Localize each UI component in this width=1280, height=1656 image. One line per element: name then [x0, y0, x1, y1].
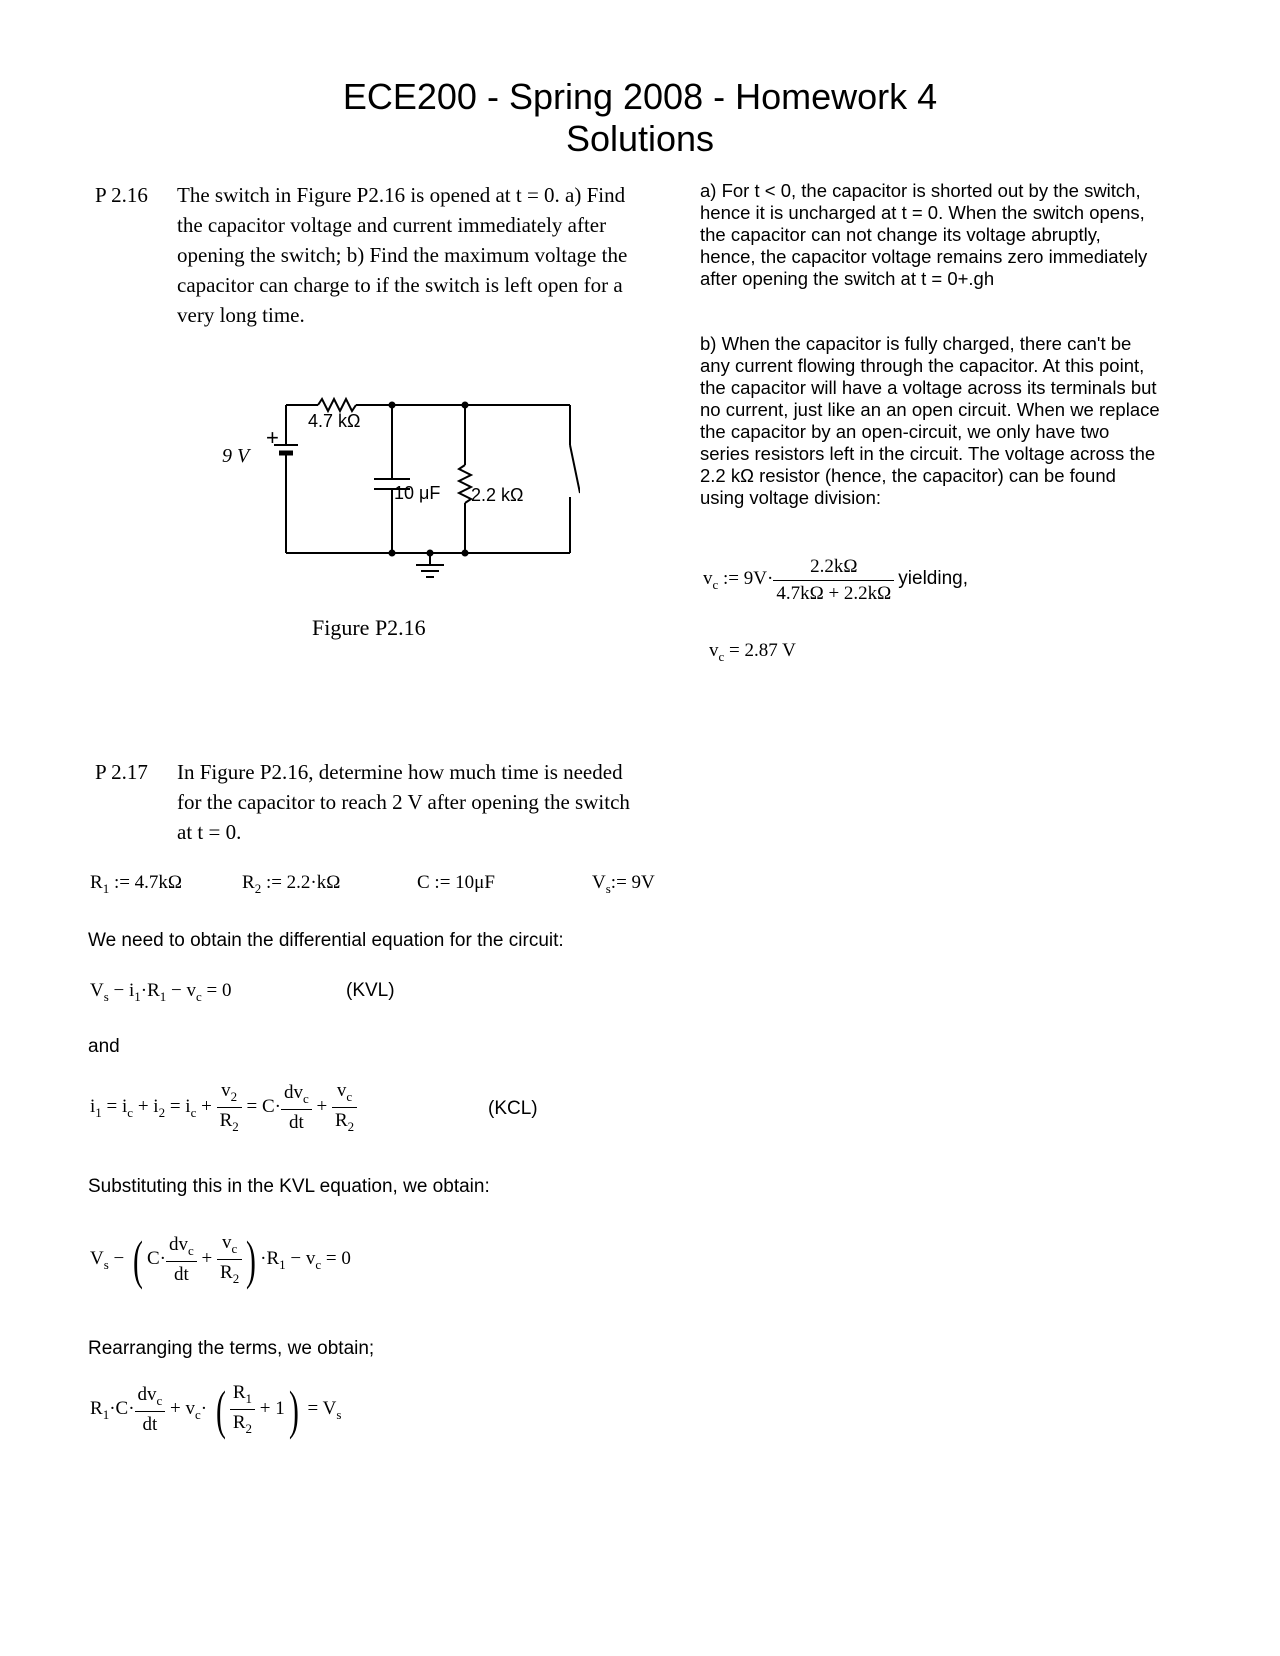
text-differential-equation: We need to obtain the differential equation for the circuit: — [88, 930, 564, 951]
eq3-fraction-1: $\frac{dv_c}{dt}$ — [166, 1234, 197, 1286]
text-rearranging: Rearranging the terms, we obtain; — [88, 1338, 375, 1359]
vc-fraction-denominator: 4.7kΩ + 2.2kΩ — [776, 583, 892, 604]
left-paren: ( — [215, 1379, 226, 1440]
def-vs: $V_s:= 9V$ — [592, 872, 655, 896]
battery-plus-sign: + — [266, 425, 279, 450]
vc-fraction — [773, 556, 894, 605]
rearranged-equation: $R_1\cdot C\cdot$ $\frac{dv_c}{dt}$ + $v_c\cdot$ ( $\frac{R_1}{R_2}$ + $1) = V_s$ — [90, 1379, 342, 1440]
eq4-fraction-1: $\frac{dv_c}{dt}$ — [135, 1384, 166, 1436]
problem-number: P 2.16 — [95, 183, 148, 207]
vc-result-value: = 2.87 V — [724, 640, 796, 661]
problem-text: In Figure P2.16, determine how much time is needed for the capacitor to reach 2 V after opening the switch at t = 0. — [177, 760, 630, 844]
source-label: 9 V — [222, 445, 250, 467]
problem-2-16 — [95, 180, 655, 360]
kvl-tag: (KVL) — [346, 980, 395, 1001]
kcl-fraction-3: $\frac{v_c}{R_2}$ — [332, 1080, 357, 1135]
right-paren: ) — [288, 1379, 299, 1440]
text-and: and — [88, 1036, 120, 1057]
answer-a: a) For t < 0, the capacitor is shorted out by the switch, hence it is uncharged at t = 0. When the switch opens, the capacitor can not change its voltage abruptly, hence, the capacitor voltage remains zero immediately after opening the switch at t = 0+.gh — [700, 180, 1148, 289]
vc-result-symbol: v — [709, 640, 719, 661]
def-c: C := 10μF — [417, 872, 495, 893]
yielding-text: yielding, — [898, 568, 969, 590]
left-paren: ( — [133, 1229, 143, 1290]
figure-caption: Figure P2.16 — [312, 615, 426, 640]
vc-result-subscript: c — [718, 649, 725, 664]
substituted-equation: $V_s$ − ( C· $\frac{dv_c}{dt}$ + $\frac{v_c}{R_2}$ ) $\cdot R_1 - v_c = 0$ — [90, 1229, 351, 1290]
problem-text: The switch in Figure P2.16 is opened at t = 0. a) Find the capacitor voltage and current immediately after opening the switch; b) Find the maximum voltage the capacitor can charge to if the switch is left open for a very long time. — [177, 183, 628, 327]
vc-subscript: c — [712, 577, 719, 593]
r2-label: 2.2 kΩ — [471, 485, 524, 505]
vc-symbol: v — [703, 568, 713, 590]
def-r2: $R_2$ := 2.2·kΩ — [242, 872, 341, 896]
vc-fraction-numerator: 2.2kΩ — [773, 556, 894, 581]
r1-label: 4.7 kΩ — [308, 411, 361, 431]
answer-b: b) When the capacitor is fully charged, there can't be any current flowing through the capacitor. At this point, the capacitor will have a voltage across its terminals but no current, just like an an open circuit. When we replace the capacitor by an open-circuit, we only have two series resistors left in the circuit. The voltage across the 2.2 kΩ resistor (hence, the capacitor) can be found using voltage division: — [700, 333, 1160, 508]
problem-number: P 2.17 — [95, 760, 148, 784]
vc-result — [709, 640, 796, 665]
kvl-equation: $V_s - i_1\cdot R_1 - v_c = 0$ — [90, 980, 232, 1004]
eq4-fraction-2: $\frac{R_1}{R_2}$ — [230, 1382, 255, 1437]
kcl-fraction-2: $\frac{dv_c}{dt}$ — [281, 1082, 312, 1134]
title-line-1: ECE200 - Spring 2008 - Homework 4 — [342, 76, 938, 117]
page-title — [0, 76, 1280, 160]
kcl-tag: (KCL) — [488, 1098, 538, 1119]
def-r1: $R_1$ := 4.7kΩ — [90, 872, 183, 896]
kcl-fraction-1: $\frac{v_2}{R_2}$ — [217, 1080, 242, 1135]
title-line-2: Solutions — [565, 118, 715, 159]
capacitor-label: 10 μF — [394, 483, 441, 503]
vc-equation — [703, 556, 968, 605]
right-paren: ) — [246, 1229, 257, 1290]
vc-assign: := 9V· — [718, 568, 774, 590]
problem-2-17 — [95, 757, 655, 852]
text-substituting: Substituting this in the KVL equation, we obtain: — [88, 1176, 490, 1197]
eq3-fraction-2: $\frac{v_c}{R_2}$ — [217, 1232, 242, 1287]
circuit-figure — [200, 385, 580, 605]
kcl-equation: $i_1 = i_c + i_2 = i_c$ + $\frac{v_2}{R_2}$ = C· $\frac{dv_c}{dt}$ + $\frac{v_c}{R_2}$ — [90, 1080, 357, 1135]
